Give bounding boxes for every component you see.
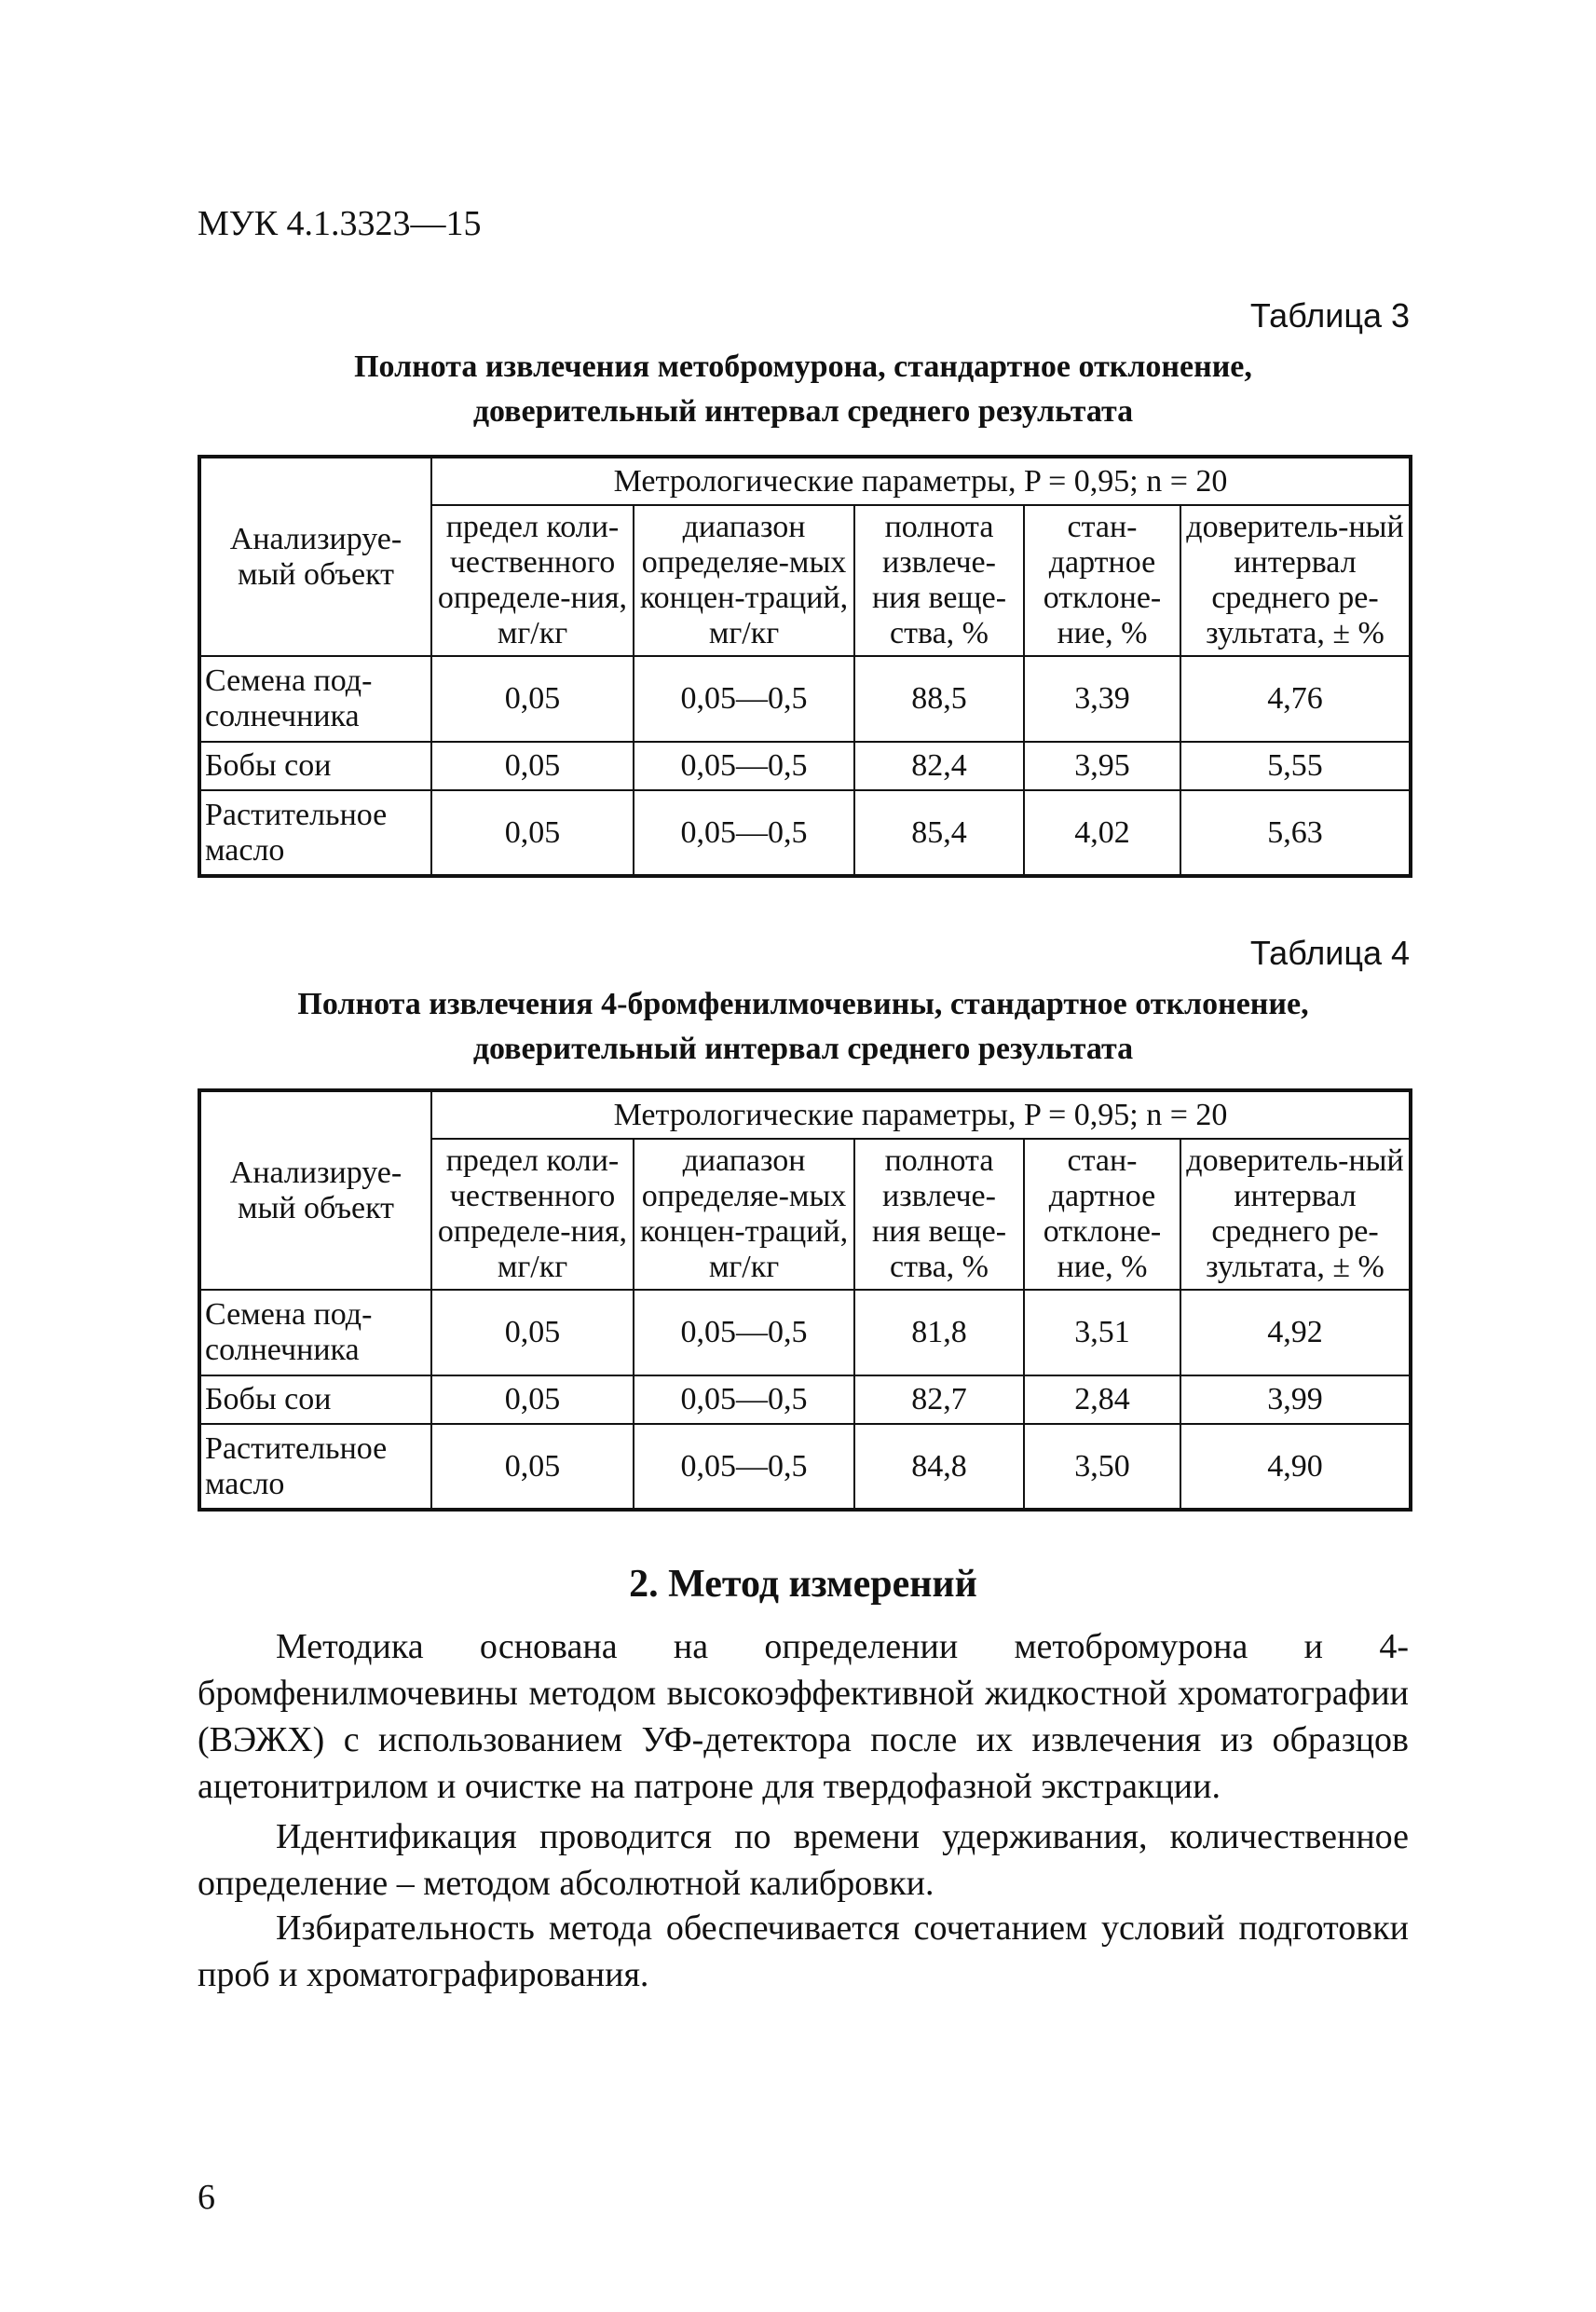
cell: 3,99 — [1180, 1375, 1411, 1424]
object-header: Анализируе-мый объект — [199, 1090, 431, 1290]
cell: 82,7 — [854, 1375, 1024, 1424]
page-number: 6 — [198, 2178, 215, 2217]
table-3-label: Таблица 3 — [1249, 296, 1410, 335]
cell: 82,4 — [854, 742, 1024, 790]
cell: 81,8 — [854, 1290, 1024, 1375]
cell: 0,05 — [431, 1375, 634, 1424]
table-row — [199, 1424, 1411, 1510]
cell: 0,05—0,5 — [634, 1424, 854, 1510]
table-3-title-line: Полнота извлечения метобромурона, стандартное отклонение, — [354, 349, 1252, 384]
row-object: Семена под-солнечника — [199, 656, 431, 742]
column-header: диапазон определяе-мых концен-траций, мг/кг — [634, 1139, 854, 1290]
cell: 4,92 — [1180, 1290, 1411, 1375]
object-header: Анализируе-мый объект — [199, 457, 431, 656]
table-4-title-line: доверительный интервал среднего результата — [472, 1032, 1134, 1066]
row-object: Бобы сои — [199, 742, 431, 790]
cell: 3,50 — [1024, 1424, 1180, 1510]
table-4 — [198, 1088, 1412, 1512]
cell: 4,90 — [1180, 1424, 1411, 1510]
cell: 0,05 — [431, 790, 634, 876]
column-header: доверитель-ный интервал среднего ре-зультата, ± % — [1180, 505, 1411, 656]
table-4-title-line: Полнота извлечения 4-бромфенилмочевины, стандартное отклонение, — [297, 987, 1309, 1021]
column-header: доверитель-ный интервал среднего ре-зультата, ± % — [1180, 1139, 1411, 1290]
row-object: Семена под-солнечника — [199, 1290, 431, 1375]
cell: 3,51 — [1024, 1290, 1180, 1375]
cell: 0,05—0,5 — [634, 790, 854, 876]
row-object: Бобы сои — [199, 1375, 431, 1424]
cell: 5,55 — [1180, 742, 1411, 790]
column-header: полнота извлече-ния веще-ства, % — [854, 1139, 1024, 1290]
cell: 0,05 — [431, 742, 634, 790]
cell: 0,05 — [431, 1424, 634, 1510]
cell: 3,39 — [1024, 656, 1180, 742]
cell: 84,8 — [854, 1424, 1024, 1510]
params-header: Метрологические параметры, P = 0,95; n = 20 — [431, 1090, 1411, 1139]
cell: 0,05—0,5 — [634, 656, 854, 742]
cell: 4,76 — [1180, 656, 1411, 742]
column-header: предел коли-чественного определе-ния, мг/кг — [431, 1139, 634, 1290]
cell: 0,05 — [431, 656, 634, 742]
cell: 0,05—0,5 — [634, 1290, 854, 1375]
cell: 5,63 — [1180, 790, 1411, 876]
cell: 0,05—0,5 — [634, 742, 854, 790]
section-heading: 2. Метод измерений — [629, 1563, 977, 1606]
table-3-title-line: доверительный интервал среднего результата — [472, 394, 1134, 429]
table-row — [199, 1375, 1411, 1424]
paragraph: Избирательность метода обеспечивается сочетанием условий подготовки проб и хроматографирования. — [198, 1908, 1409, 1994]
column-header: стан-дартное отклоне-ние, % — [1024, 505, 1180, 656]
column-header: стан-дартное отклоне-ние, % — [1024, 1139, 1180, 1290]
table-row — [199, 790, 1411, 876]
table-4-label: Таблица 4 — [1249, 934, 1410, 972]
cell: 0,05—0,5 — [634, 1375, 854, 1424]
table-4-title — [198, 982, 1409, 1072]
params-header: Метрологические параметры, P = 0,95; n = 20 — [431, 457, 1411, 505]
cell: 85,4 — [854, 790, 1024, 876]
table-row — [199, 742, 1411, 790]
document-code: МУК 4.1.3323—15 — [198, 204, 482, 243]
paragraph: Идентификация проводится по времени удерживания, количественное определение – методом абсолютной калибровки. — [198, 1817, 1409, 1903]
cell: 0,05 — [431, 1290, 634, 1375]
cell: 3,95 — [1024, 742, 1180, 790]
cell: 4,02 — [1024, 790, 1180, 876]
row-object: Растительное масло — [199, 790, 431, 876]
table-row — [199, 656, 1411, 742]
row-object: Растительное масло — [199, 1424, 431, 1510]
table-row — [199, 1290, 1411, 1375]
column-header: предел коли-чественного определе-ния, мг/кг — [431, 505, 634, 656]
column-header: полнота извлече-ния веще-ства, % — [854, 505, 1024, 656]
table-3-title — [198, 345, 1409, 434]
paragraph: Методика основана на определении метобромурона и 4-бромфенилмочевины методом высокоэффективной жидкостной хроматографии (ВЭЖХ) с использованием УФ-детектора после их извлечения из образцов ацетонитрилом и очистке на патроне для твердофазной экстракции. — [198, 1627, 1409, 1806]
cell: 88,5 — [854, 656, 1024, 742]
column-header: диапазон определяе-мых концен-траций, мг/кг — [634, 505, 854, 656]
cell: 2,84 — [1024, 1375, 1180, 1424]
table-3 — [198, 455, 1412, 878]
